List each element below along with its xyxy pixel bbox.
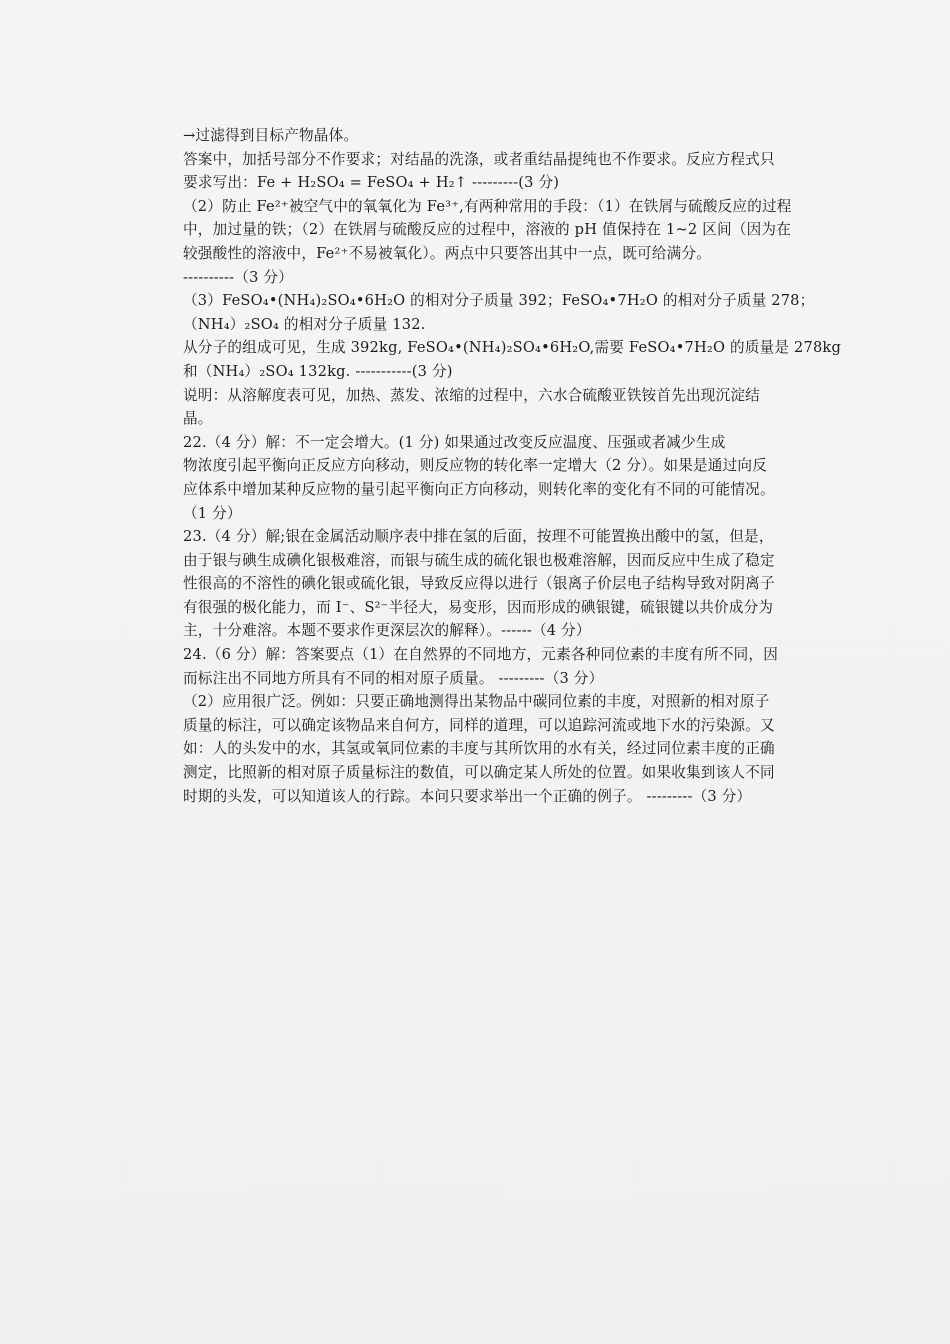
text-line: （3）FeSO₄•(NH₄)₂SO₄•6H₂O 的相对分子质量 392；FeSO₄•7H₂O 的相对分子质量 278； [183,292,815,310]
text-line: 物浓度引起平衡向正反应方向移动，则反应物的转化率一定增大（2 分）。如果是通过向反 [183,457,767,475]
text-line: 答案中，加括号部分不作要求；对结晶的洗涤，或者重结晶提纯也不作要求。反应方程式只 [183,150,775,168]
text-line: 如：人的头发中的水，其氢或氧同位素的丰度与其所饮用的水有关，经过同位素丰度的正确 [183,740,775,758]
text-line: 晶。 [183,410,213,428]
text-line: 质量的标注，可以确定该物品来自何方，同样的道理，可以追踪河流或地下水的污染源。又 [183,716,775,734]
text-line: （2）防止 Fe²⁺被空气中的氧氧化为 Fe³⁺,有两种常用的手段：（1）在铁屑与硫酸反应的过程 [183,197,792,215]
text-line: ----------（3 分） [183,268,294,286]
text-line: 从分子的组成可见，生成 392kg, FeSO₄•(NH₄)₂SO₄•6H₂O,需要 FeSO₄•7H₂O 的质量是 278kg [183,339,842,357]
text-line: 22.（4 分）解：不一定会增大。(1 分) 如果通过改变反应温度、压强或者减少生成 [183,433,726,451]
text-line: 主，十分难溶。本题不要求作更深层次的解释）。------（4 分） [183,622,591,640]
text-line: 23.（4 分）解;银在金属活动顺序表中排在氢的后面，按理不可能置换出酸中的氢，但是， [183,528,774,546]
text-line: 测定，比照新的相对原子质量标注的数值，可以确定某人所处的位置。如果收集到该人不同 [183,764,775,782]
text-line: 有很强的极化能力，而 I⁻、S²⁻半径大，易变形，因而形成的碘银键，硫银键以共价成分为 [183,598,774,616]
text-line: 说明：从溶解度表可见，加热、蒸发、浓缩的过程中，六水合硫酸亚铁铵首先出现沉淀结 [183,386,760,404]
text-line: 中，加过量的铁；（2）在铁屑与硫酸反应的过程中，溶液的 pH 值保持在 1~2 区间（因为在 [183,221,791,239]
text-line: （2）应用很广泛。例如：只要正确地测得出某物品中碳同位素的丰度，对照新的相对原子 [183,693,770,711]
text-line: 较强酸性的溶液中，Fe²⁺不易被氧化）。两点中只要答出其中一点，既可给满分。 [183,244,712,262]
text-line: 性很高的不溶性的碘化银或硫化银，导致反应得以进行（银离子价层电子结构导致对阴离子 [183,575,775,593]
text-line: 应体系中增加某种反应物的量引起平衡向正方向移动，则转化率的变化有不同的可能情况。 [183,480,775,498]
text-line: 要求写出：Fe + H₂SO₄ = FeSO₄ + H₂↑ ---------(3 分) [183,174,560,192]
text-line: 而标注出不同地方所具有不同的相对原子质量。 ---------（3 分） [183,669,604,687]
text-line: 时期的头发，可以知道该人的行踪。本问只要求举出一个正确的例子。 ---------（3 分） [183,787,752,805]
text-line: 和（NH₄）₂SO₄ 132kg. -----------(3 分) [183,362,453,380]
answer-text-block [183,124,859,808]
text-line: 由于银与碘生成碘化银极难溶，而银与硫生成的硫化银也极难溶解，因而反应中生成了稳定 [183,551,775,569]
text-line: （1 分） [183,504,242,522]
text-line: →过滤得到目标产物晶体。 [183,127,359,144]
text-line: （NH₄）₂SO₄ 的相对分子质量 132. [183,315,426,333]
text-line: 24.（6 分）解：答案要点（1）在自然界的不同地方，元素各种同位素的丰度有所不同，因 [183,646,778,664]
